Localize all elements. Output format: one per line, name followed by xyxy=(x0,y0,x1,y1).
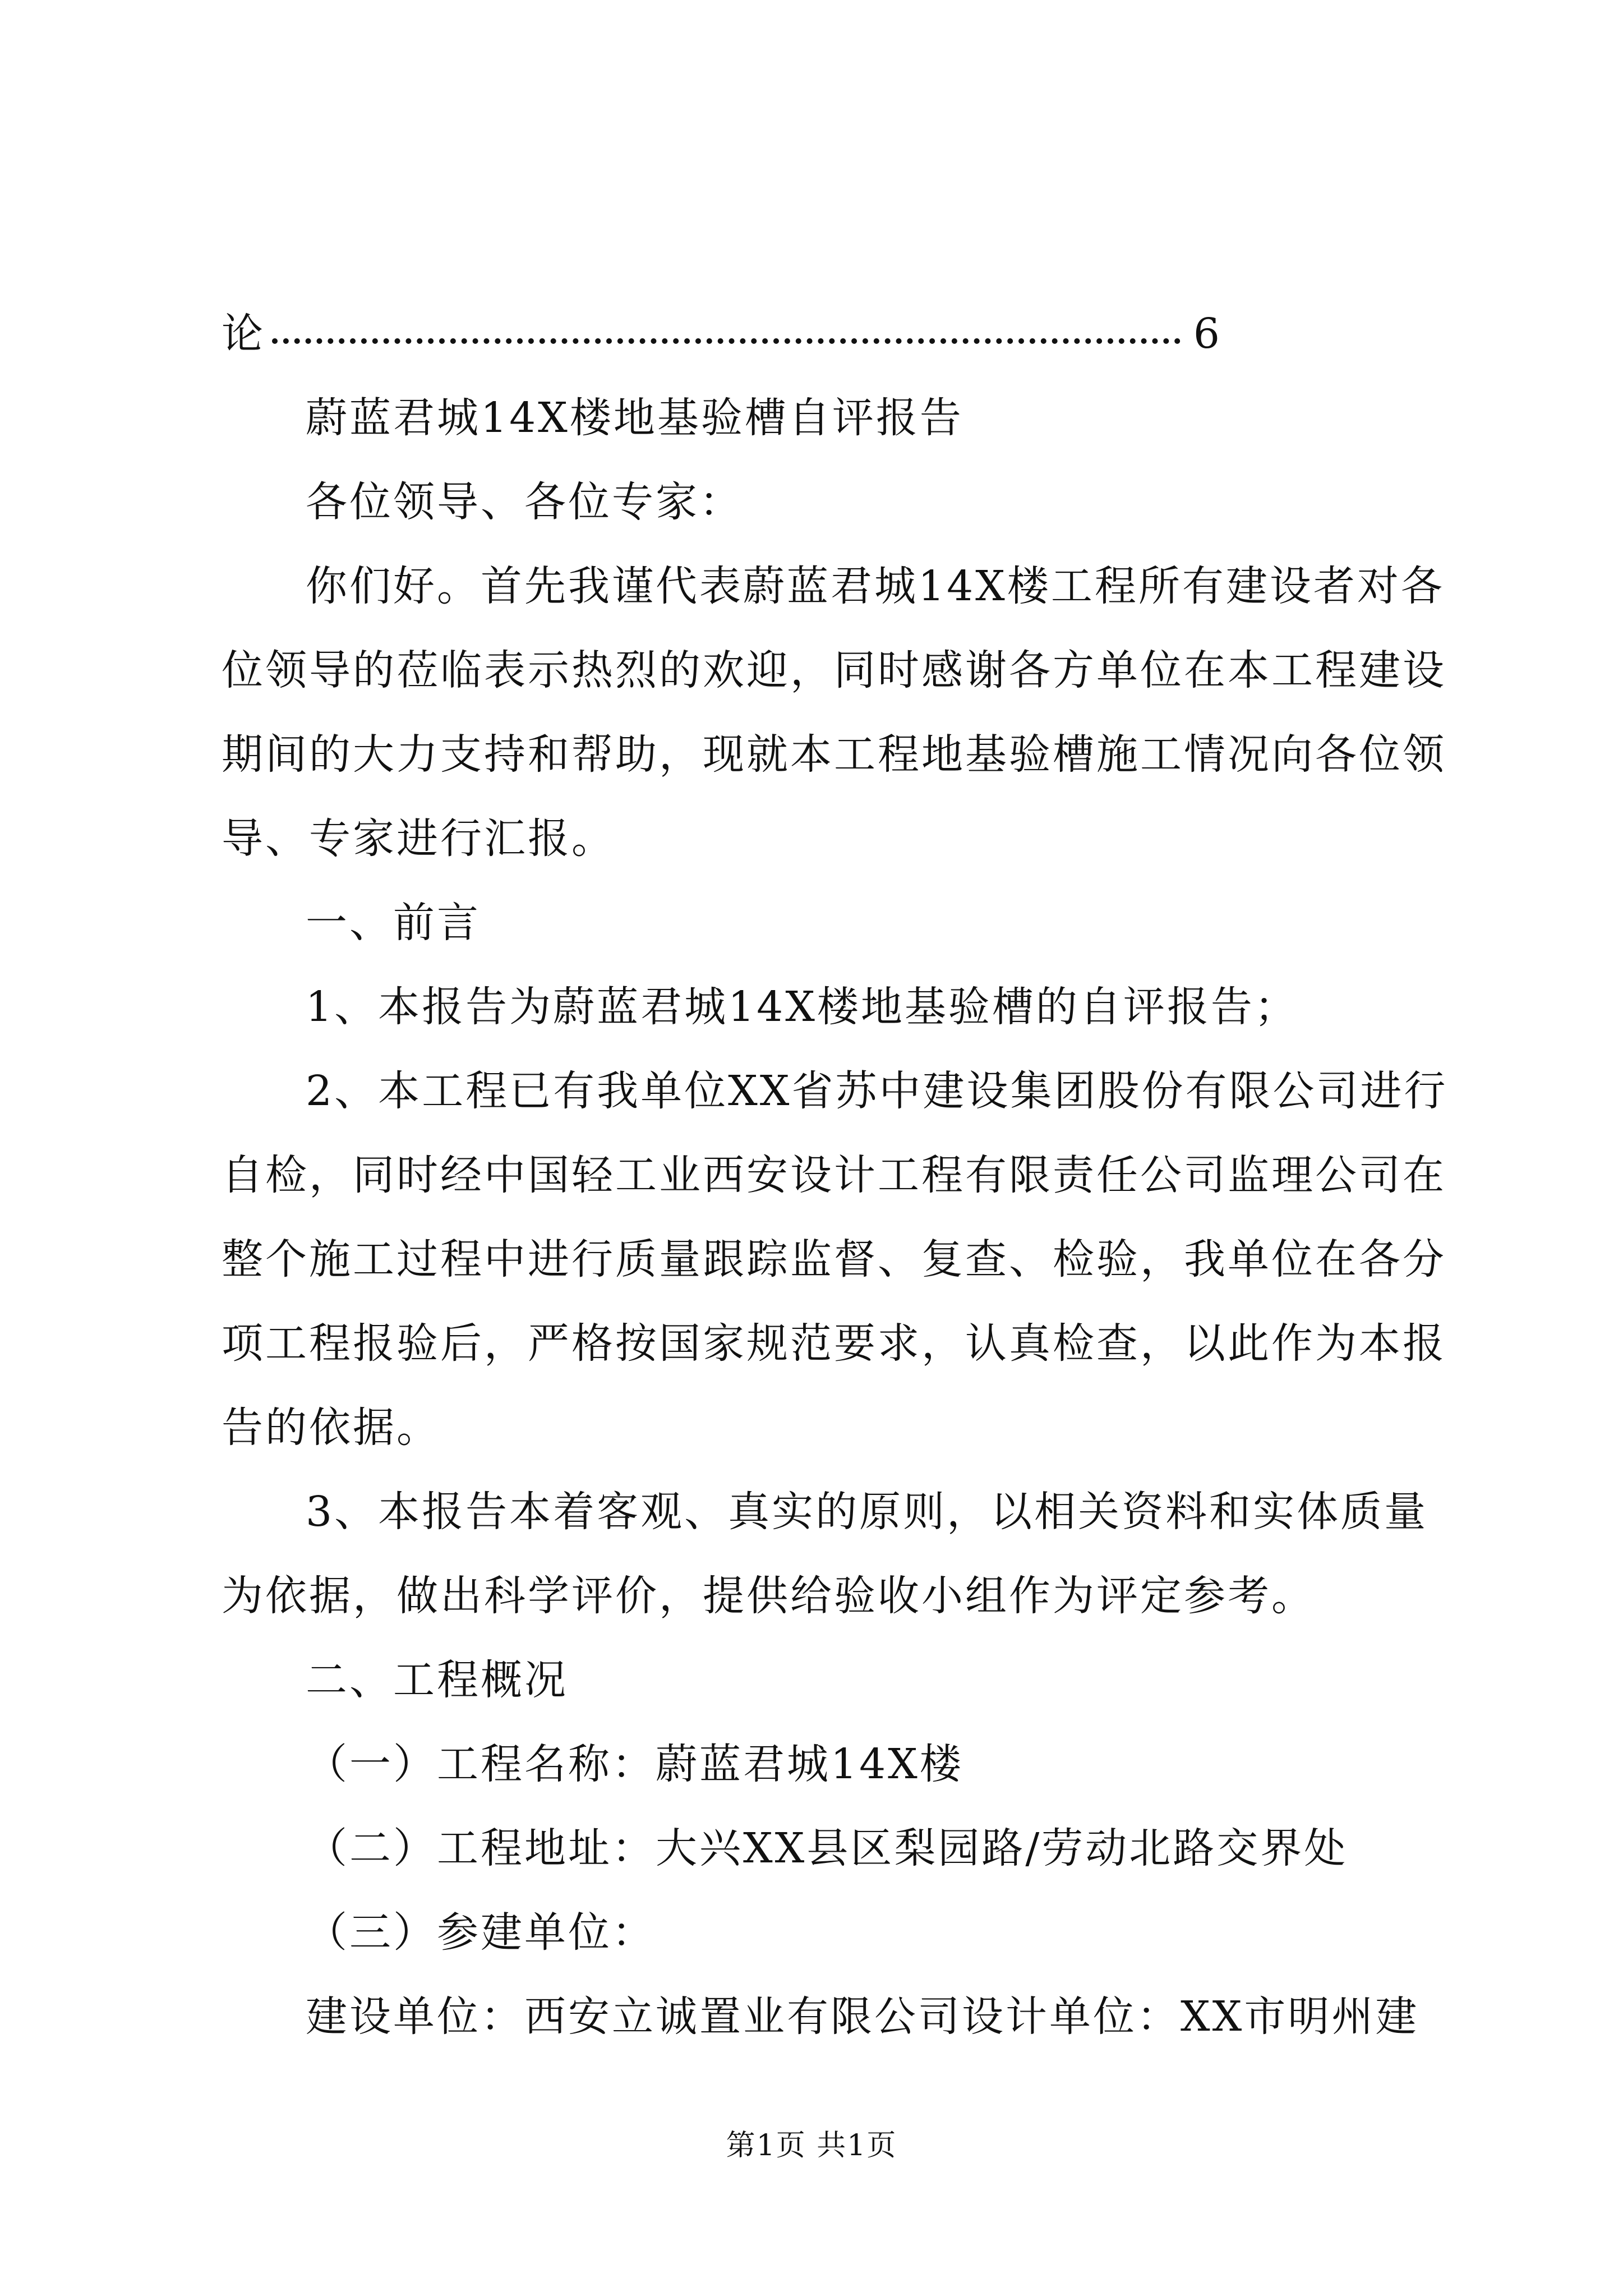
preface-item-3-line-1: 3、本报告本着客观、真实的原则，以相关资料和实体质量 xyxy=(306,1488,1428,1536)
intro-line-2: 位领导的莅临表示热烈的欢迎，同时感谢各方单位在本工程建设 xyxy=(222,646,1446,694)
toc-leader-dots xyxy=(272,338,1181,344)
builder-line: 建设单位：西安立诚置业有限公司设计单位：XX市明州建 xyxy=(306,1993,1419,2041)
preface-item-2-line-5: 告的依据。 xyxy=(222,1404,440,1452)
preface-item-3-line-2: 为依据，做出科学评价，提供给验收小组作为评定参考。 xyxy=(222,1572,1315,1620)
intro-line-4: 导、专家进行汇报。 xyxy=(222,815,615,863)
section-heading-preface: 一、前言 xyxy=(306,899,481,947)
intro-line-1: 你们好。首先我谨代表蔚蓝君城14X楼工程所有建设者对各 xyxy=(306,562,1445,610)
toc-entry xyxy=(222,306,1220,362)
toc-page-number: 6 xyxy=(1193,310,1220,358)
preface-item-2-line-4: 项工程报验后，严格按国家规范要求，认真检查，以此作为本报 xyxy=(222,1319,1446,1368)
report-title: 蔚蓝君城14X楼地基验槽自评报告 xyxy=(306,394,963,442)
toc-label: 论 xyxy=(222,310,263,358)
project-address: （二）工程地址：大兴XX县区梨园路/劳动北路交界处 xyxy=(306,1824,1348,1872)
preface-item-2-line-2: 自检，同时经中国轻工业西安设计工程有限责任公司监理公司在 xyxy=(222,1151,1446,1199)
section-heading-overview: 二、工程概况 xyxy=(306,1656,568,1704)
intro-line-3: 期间的大力支持和帮助，现就本工程地基验槽施工情况向各位领 xyxy=(222,730,1446,779)
preface-item-1: 1、本报告为蔚蓝君城14X楼地基验槽的自评报告； xyxy=(306,983,1298,1031)
project-name: （一）工程名称：蔚蓝君城14X楼 xyxy=(306,1740,963,1788)
salutation: 各位领导、各位专家： xyxy=(306,478,743,526)
preface-item-2-line-3: 整个施工过程中进行质量跟踪监督、复查、检验，我单位在各分 xyxy=(222,1235,1446,1283)
page-footer: 第1页 共1页 xyxy=(726,2129,897,2162)
participating-units: （三）参建单位： xyxy=(306,1908,656,1957)
preface-item-2-line-1: 2、本工程已有我单位XX省苏中建设集团股份有限公司进行 xyxy=(306,1067,1448,1115)
